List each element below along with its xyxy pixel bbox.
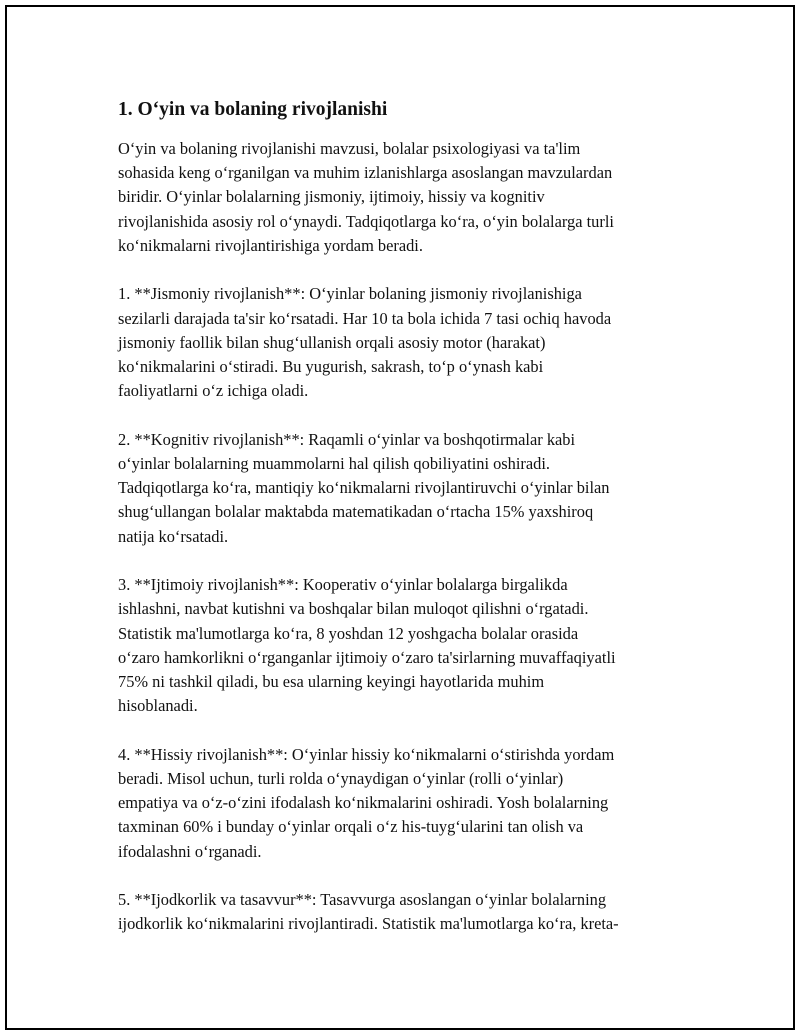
text-line: o‘zaro hamkorlikni o‘rganganlar ijtimoiy o‘zaro ta'sirlarning muvaffaqiyatli: [118, 647, 616, 667]
text-line: ifodalashni o‘rganadi.: [118, 841, 262, 861]
text-line: O‘yin va bolaning rivojlanishi mavzusi, bolalar psixologiyasi va ta'lim: [118, 139, 581, 158]
text-line: ko‘nikmalarni rivojlantirishiga yordam beradi.: [118, 235, 423, 255]
text-line: hisoblanadi.: [118, 696, 198, 716]
paragraph: [118, 137, 698, 258]
text-line: shug‘ullangan bolalar maktabda matematikadan o‘rtacha 15% yaxshiroq: [118, 502, 594, 522]
document-page: [5, 5, 795, 1030]
text-line: sohasida keng o‘rganilgan va muhim izlanishlarga asoslangan mavzulardan: [118, 163, 613, 183]
text-line: faoliyatlarni o‘z ichiga oladi.: [118, 381, 309, 401]
paragraph-list: [118, 137, 698, 937]
paragraph: [118, 428, 698, 549]
text-line: beradi. Misol uchun, turli rolda o‘ynaydigan o‘yinlar (rolli o‘yinlar): [118, 769, 564, 789]
text-line: 2. **Kognitiv rivojlanish**: Raqamli o‘yinlar va boshqotirmalar kabi: [118, 429, 576, 449]
text-line: 75% ni tashkil qiladi, bu esa ularning keyingi hayotlarida muhim: [118, 672, 545, 692]
paragraph: [118, 743, 698, 864]
text-line: 5. **Ijodkorlik va tasavvur**: Tasavvurga asoslangan o‘yinlar bolalarning: [118, 890, 607, 910]
text-line: 4. **Hissiy rivojlanish**: O‘yinlar hissiy ko‘nikmalarni o‘stirishda yordam: [118, 744, 615, 764]
text-line: Statistik ma'lumotlarga ko‘ra, 8 yoshdan 12 yoshgacha bolalar orasida: [118, 623, 579, 643]
text-line: jismoniy faollik bilan shug‘ullanish orqali asosiy motor (harakat): [118, 332, 546, 352]
paragraph: [118, 888, 698, 936]
text-line: rivojlanishida asosiy rol o‘ynaydi. Tadqiqotlarga ko‘ra, o‘yin bolalarga turli: [118, 211, 614, 231]
paragraph: [118, 282, 698, 403]
text-line: natija ko‘rsatadi.: [118, 526, 229, 546]
text-line: sezilarli darajada ta'sir ko‘rsatadi. Har 10 ta bola ichida 7 tasi ochiq havoda: [118, 308, 612, 328]
text-line: ijodkorlik ko‘nikmalarini rivojlantiradi. Statistik ma'lumotlarga ko‘ra, kreta-: [118, 914, 619, 934]
text-line: empatiya va o‘z-o‘zini ifodalash ko‘nikmalarini oshiradi. Yosh bolalarning: [118, 793, 609, 813]
text-line: biridir. O‘yinlar bolalarning jismoniy, ijtimoiy, hissiy va kognitiv: [118, 187, 545, 207]
text-line: ko‘nikmalarini o‘stiradi. Bu yugurish, sakrash, to‘p o‘ynash kabi: [118, 357, 544, 377]
text-line: 1. **Jismoniy rivojlanish**: O‘yinlar bolaning jismoniy rivojlanishiga: [118, 284, 582, 304]
paragraph: [118, 573, 698, 718]
document-body: [118, 97, 698, 961]
text-line: o‘yinlar bolalarning muammolarni hal qilish qobiliyatini oshiradi.: [118, 454, 550, 474]
text-line: 3. **Ijtimoiy rivojlanish**: Kooperativ o‘yinlar bolalarga birgalikda: [118, 575, 568, 595]
section-title: 1. O‘yin va bolaning rivojlanishi: [118, 99, 388, 120]
text-line: ishlashni, navbat kutishni va boshqalar bilan muloqot qilishni o‘rgatadi.: [118, 599, 589, 619]
text-line: Tadqiqotlarga ko‘ra, mantiqiy ko‘nikmalarni rivojlantiruvchi o‘yinlar bilan: [118, 478, 610, 498]
text-line: taxminan 60% i bunday o‘yinlar orqali o‘z his-tuyg‘ularini tan olish va: [118, 817, 584, 837]
